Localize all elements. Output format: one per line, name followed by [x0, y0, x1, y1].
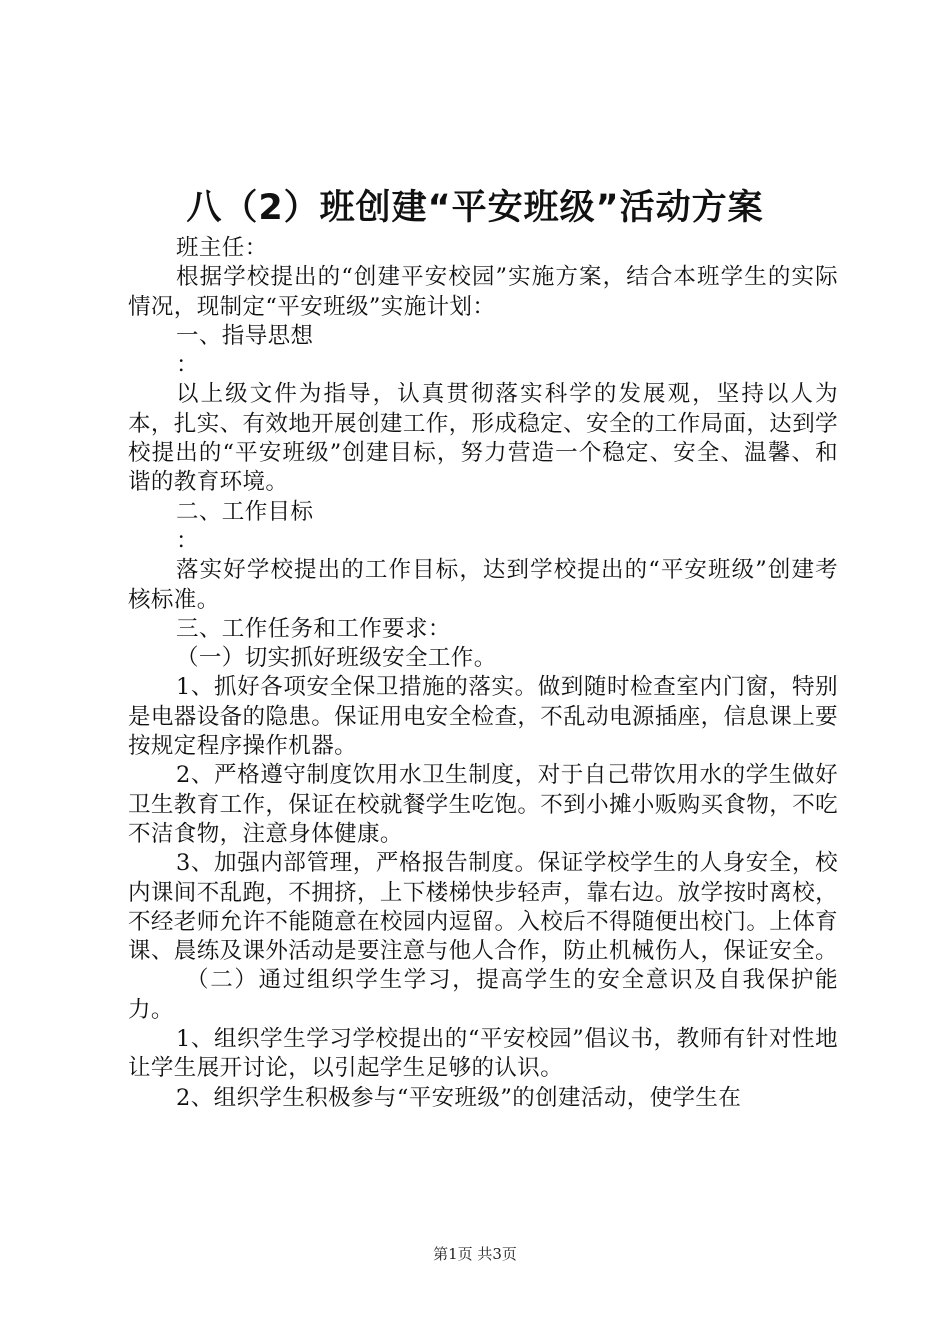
list-item-initiative-study: 1、组织学生学习学校提出的“平安校园”倡议书，教师有针对性地让学生展开讨论，以引起学生足够的认识。 [128, 1026, 838, 1082]
list-item-security-measures: 1、抓好各项安全保卫措施的落实。做到随时检查室内门窗，特别是电器设备的隐患。保证用电安全检查，不乱动电源插座，信息课上要按规定程序操作机器。 [128, 674, 838, 760]
list-item-creation-activity: 2、组织学生积极参与“平安班级”的创建活动，使学生在 [176, 1084, 742, 1111]
paragraph-head-teacher: 班主任： [176, 235, 268, 261]
heading-work-goals: 二、工作目标 [176, 498, 314, 525]
document-title: 八（2）班创建“平安班级”活动方案 [186, 188, 764, 228]
heading-work-tasks: 三、工作任务和工作要求： [176, 615, 451, 642]
subheading-safety-work: （一）切实抓好班级安全工作。 [176, 645, 497, 672]
colon-line: ： [176, 352, 199, 379]
list-item-internal-management: 3、加强内部管理，严格报告制度。保证学校学生的人身安全，校内课间不乱跑，不拥挤，上下楼梯快步轻声，靠右边。放学按时离校，不经老师允许不能随意在校园内逗留。入校后不得随便出校门。上体育课、晨练及课外活动是要注意与他人合作，防止机械伤人，保证安全。 [128, 850, 838, 965]
subheading-student-learning: （二）通过组织学生学习，提高学生的安全意识及自我保护能力。 [128, 967, 838, 1023]
list-item-water-hygiene: 2、严格遵守制度饮用水卫生制度，对于自己带饮用水的学生做好卫生教育工作，保证在校就餐学生吃饱。不到小摊小贩购买食物，不吃不洁食物，注意身体健康。 [128, 762, 838, 847]
colon-line: ： [176, 527, 199, 554]
heading-guiding-ideology: 一、指导思想 [176, 322, 314, 349]
page-footer: 第1页 共3页 [433, 1245, 517, 1263]
paragraph-intro: 根据学校提出的“创建平安校园”实施方案，结合本班学生的实际情况，现制定“平安班级”实施计划： [128, 264, 838, 320]
paragraph-work-goals: 落实好学校提出的工作目标，达到学校提出的“平安班级”创建考核标准。 [128, 557, 838, 613]
document-body [128, 234, 838, 1113]
paragraph-guiding-ideology: 以上级文件为指导，认真贯彻落实科学的发展观，坚持以人为本，扎实、有效地开展创建工作，形成稳定、安全的工作局面，达到学校提出的“平安班级”创建目标，努力营造一个稳定、安全、温馨、和谐的教育环境。 [128, 381, 838, 496]
